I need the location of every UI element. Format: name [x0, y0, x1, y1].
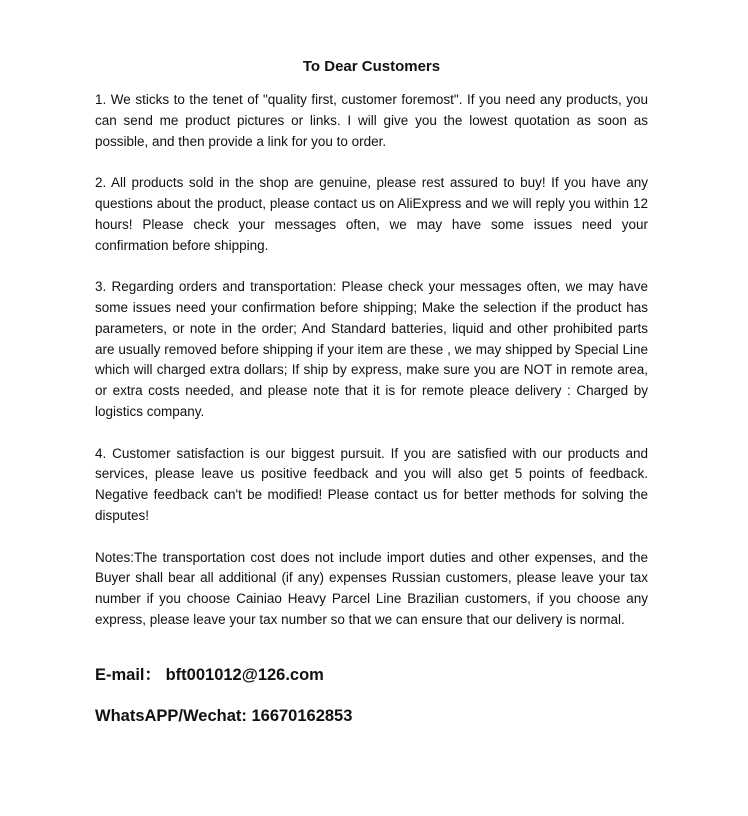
contact-whatsapp-wechat: WhatsAPP/Wechat: 16670162853 [95, 706, 353, 725]
paragraph-genuine-products: 2. All products sold in the shop are genuine, please rest assured to buy! If you have any questions about the product, please contact us on AliExpress and we will reply you within 12 hours! Please check your messages often, we may have some issues need your confirmation before shipping. [95, 175, 648, 253]
paragraph-quality: 1. We sticks to the tenet of "quality first, customer foremost". If you need any products, you can send me product pictures or links. I will give you the lowest quotation as soon as possible, and then provide a link for you to order. [95, 92, 648, 149]
contact-email: E-mail： bft001012@126.com [95, 665, 324, 684]
paragraph-notes: Notes:The transportation cost does not include import duties and other expenses, and the Buyer shall bear all additional (if any) expenses Russian customers, please leave your tax number if you choose Cainiao Heavy Parcel Line Brazilian customers, if you choose any express, please leave your tax number so that we can ensure that our delivery is normal. [95, 549, 648, 627]
paragraph-customer-satisfaction: 4. Customer satisfaction is our biggest pursuit. If you are satisfied with our products and services, please leave us positive feedback and you will also get 5 points of feedback. Negative feedback can't be modified! Please contact us for better methods for solving the disputes! [95, 445, 648, 523]
document-page [95, 56, 648, 727]
document-title: To Dear Customers [302, 58, 441, 75]
paragraph-orders-transportation: 3. Regarding orders and transportation: Please check your messages often, we may have some issues need your confirmation before shipping; Make the selection if the product has parameters, or note in the order; And Standard batteries, liquid and other prohibited parts are usually removed before shipping if your item are these , we may shipped by Special Line which will charged extra dollars; If ship by express, make sure you are NOT in remote area, or extra costs needed, and please note that it is for remote pleace delivery : Charged by logistics company. [95, 279, 648, 419]
